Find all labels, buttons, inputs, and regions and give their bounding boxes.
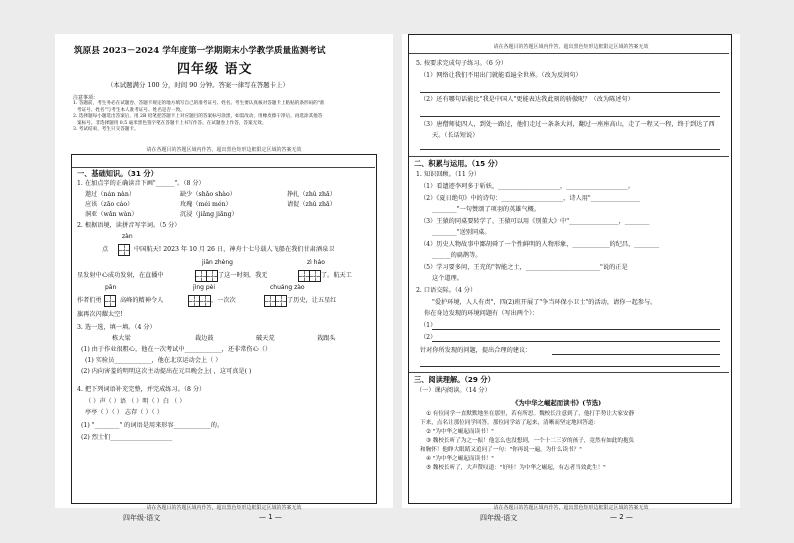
footer-page-2: — 2 —	[610, 513, 633, 521]
boundary-note-bottom: 请在各题目的答题区域内作答，超出黑色矩形边框限定区域的答案无效	[146, 505, 302, 511]
answer-line[interactable]	[432, 341, 720, 342]
q6-item: ________"送别同桌。	[432, 229, 491, 236]
q3-sentence: (1) 实验员____________，他在北京运动会上（ ）	[85, 357, 222, 364]
pinyin: jìng pèi	[193, 284, 216, 291]
answer-line[interactable]	[552, 354, 720, 355]
answer-line[interactable]	[420, 92, 720, 93]
q4-sentence: (2) 烈士们____________________	[81, 434, 173, 441]
answer-line[interactable]	[420, 149, 720, 150]
answer-line[interactable]	[420, 366, 720, 367]
q3-word: 栽跟头	[317, 335, 336, 342]
q1-item: 请促（zhǔ zhā）	[287, 201, 336, 208]
question-4: 4. 把下列词语补充完整，并完成练习。（8 分）	[77, 386, 206, 393]
notice-label: 注意事项：	[73, 95, 99, 101]
q6-item: ______的扁鹊等。	[432, 252, 482, 259]
passage-line: ⑤ 魏校长听了，大声赞叹道："好哇！为中华之崛起，有志者当效此生！"	[426, 465, 606, 471]
q1-item: 遨过（nán nàn）	[85, 191, 136, 198]
section-2-heading: 二、积累与运用。（15 分）	[414, 159, 502, 168]
q6-item: （4）历史人物故事中鄙胡舜了一个性鲜明的人物形象，____________的纪昌，________	[420, 241, 660, 248]
question-3: 3. 选一选，填一填。（4 分）	[77, 324, 156, 331]
q5-item: （1）网络让我们不用出门就能看遍全世界。（改为反问句）	[420, 72, 582, 79]
q4-row: 亭亭（ ）（ ） 志存（ ）（ ）	[85, 409, 163, 416]
q5-item: （2）还有哪句话能比"我是中国人"更能表达我此刻的骄傲呢？（改为陈述句）	[420, 96, 634, 103]
q3-sentence: (1) 由于作业很粗心，他在一次考试中____________，还非常伤心（）	[81, 346, 272, 353]
pinyin: pān	[105, 284, 117, 291]
q6-item: （1）看遗迹李珂多于斩妖，____________________，____________________。	[420, 183, 635, 190]
pinyin: jiān zhèng	[202, 259, 233, 266]
pinyin: zì háo	[307, 259, 325, 266]
q1-item: 玫瑰（méi mén）	[180, 201, 232, 208]
pinyin: zàn	[122, 233, 133, 240]
boundary-note-top: 请在各题目的答题区域内作答，超出黑色矩形边框限定区域的答案无效	[493, 44, 649, 50]
notice-3: 3. 考试结束，考生只交答题卡。	[73, 127, 139, 133]
q2-text: 旗再次闪耀太空!	[77, 311, 123, 318]
q2-text: 了这一时刻，我无	[218, 272, 268, 279]
q7-item: （2）	[420, 334, 437, 341]
passage-line: 和胸怀！他睁大眼睛又追问了一句："你再说一遍，为什么读书？"	[420, 447, 582, 453]
boundary-note-bottom: 请在各题目的答题区域内作答，超出黑色矩形边框限定区域的答案无效	[493, 505, 649, 511]
q7-intro: 你在身边发现的环境问题有（写出两个）：	[424, 310, 539, 317]
pinyin: chuáng zào	[270, 284, 305, 291]
q7-item: （1）	[420, 322, 437, 329]
footer-left-1: 四年级·语文	[123, 514, 161, 522]
question-1: 1. 在加点字的正确读音下画"______"。（8 分）	[77, 180, 205, 187]
q2-text: 点	[102, 246, 109, 253]
boundary-note-top: 请在各题目的答题区域内作答，超出黑色矩形边框限定区域的答案无效	[146, 147, 302, 153]
q2-text: 星发射中心成功发射，在直播中	[77, 272, 164, 279]
q2-text: 了。航天工	[321, 272, 352, 279]
section-1-heading: 一、基础知识。（31 分）	[77, 169, 158, 178]
q6-item: 这个道理。	[432, 275, 463, 282]
q5-item: 天。（长话短说）	[432, 132, 479, 139]
writing-box[interactable]	[105, 295, 116, 307]
passage-line: ③ 魏校长听了为之一振！他怎么也没想到，一个十二三岁的孩子，竟然有如此的抱负	[426, 438, 635, 444]
q1-item: 缺少（shǎo shào）	[180, 191, 236, 198]
notice-2: 2. 选择题每小题选出答案后，用 2B 铅笔把答题卡上对应题目的答案标号涂黑，如需改动，用橡皮擦干净后，再选涂其他答	[73, 114, 323, 120]
q1-item: 洞亚（wǎn wàn）	[85, 211, 138, 218]
passage-line: 下来，点名让那位同学回答。那位同学站了起来，清晰而坚定地回答道：	[420, 420, 600, 426]
footer-page-1: — 1 —	[259, 513, 282, 521]
q2-text: 中国航天! 2023 年 10 月 26 日，神舟十七号载人飞船在我们甘肃酒泉卫	[134, 246, 335, 253]
q3-word: 裁边鼓	[195, 335, 214, 342]
grade-subject: 四年级 语文	[177, 62, 253, 77]
q4-sentence: (1) "________" 的词语是用来形容____________的。	[81, 422, 224, 429]
q1-item: 应该（zāo cáo）	[85, 201, 134, 208]
exam-subtitle: （本试题满分 100 分，时间 90 分钟。答案一律写在答题卡上）	[107, 81, 289, 89]
q2-text: 作者们勇	[77, 297, 102, 304]
q7-item: 针对你所发现的问题，提出合理的建议：	[420, 347, 532, 354]
q3-sentence: (2) 内向害羞的明明这次主动提出在元旦晚会上( ，这可真是( )	[81, 368, 252, 375]
passage-title: 《为中华之崛起而读书》(节选)	[512, 399, 602, 407]
q2-text: ，一次次	[211, 297, 236, 304]
q6-item: ________"一句赞颂了项羽的英雄气概。	[432, 206, 541, 213]
passage-line: ① 有位同学一直默默地坐在那里，若有所思。魏校长注意到了，他打手势让大家安静	[426, 411, 635, 417]
writing-box[interactable]	[119, 244, 130, 256]
q6-item: （5）学习要多问，王充的"智能之士，________________________"说的正是	[420, 264, 628, 271]
exam-page-2	[402, 34, 740, 511]
answer-line[interactable]	[432, 329, 720, 330]
q7-intro: "爱护环境，人人有责"，四(2)班开展了"争当环保小卫士"的活动，请你一起参与。	[432, 299, 657, 306]
notice-2b: 案标号。非选择题用 0.5 毫米黑色签字笔在答题卡上书写作答。在试题卷上作答，答案无效。	[77, 120, 267, 126]
q2-text: 高峰的精神令人	[120, 297, 164, 304]
writing-box[interactable]	[189, 295, 211, 307]
writing-box[interactable]	[196, 270, 218, 282]
exam-title: 筑原县 2023－2024 学年度第一学期期末小学教学质量监测考试	[74, 46, 326, 56]
notice-1b: 考证号、姓名"与考生本人准考证号、姓名是否一致。	[77, 107, 185, 113]
writing-box[interactable]	[299, 270, 321, 282]
q1-item: 挣扎（zhǔ zhā）	[287, 191, 336, 198]
q3-word: 栋大梁	[112, 335, 131, 342]
question-8: （一）课内阅读。（14 分）	[416, 387, 491, 394]
passage-line: ④ "为中华之崛起而读书！"	[426, 456, 494, 462]
q6-item: （3）王猿的同桌要转学了，王猿可以用《别董大》中"________________，________	[420, 218, 650, 225]
answer-line[interactable]	[420, 116, 720, 117]
notice-1: 1. 答题前，考生务必在试题卷、答题卡规定的地方填写自己的准考证号、姓名。考生要认真核对答题卡上粘贴的条形码的"准	[73, 101, 325, 106]
q6-item: （2）《夏日绝句》中的诗句：____________________，诗人用"________________	[420, 195, 641, 202]
footer-left-2: 四年级·语文	[480, 514, 518, 522]
q1-item: 沉浸（jiǎng jiāng）	[180, 211, 238, 218]
section-3-heading: 三、阅读理解。（29 分）	[414, 375, 495, 384]
passage-line: ② "为中华之崛起而读书！"	[426, 429, 494, 435]
question-2: 2. 根据语境，读拼音写字词。（5 分）	[77, 222, 181, 229]
writing-box[interactable]	[265, 295, 287, 307]
question-5: 5. 按要求完成句子练习。（6 分）	[416, 60, 508, 67]
question-7: 2. 口语交际。（4 分）	[416, 287, 477, 294]
exam-page-1	[55, 34, 393, 511]
q3-word: 破天荒	[256, 335, 275, 342]
question-6: 1. 知识回顾。（11 分）	[416, 171, 481, 178]
q4-row: （ ）声（ ）语 （ ）明（ ）白 （ ）	[85, 398, 186, 405]
q2-text: 了历史，让五星红	[287, 297, 337, 304]
q5-item: （3）唐僧师徒四人，到处一路过，他们走过一条条大河，翻过一座座高山，走了一程又一程，终于到达了西	[420, 121, 715, 128]
